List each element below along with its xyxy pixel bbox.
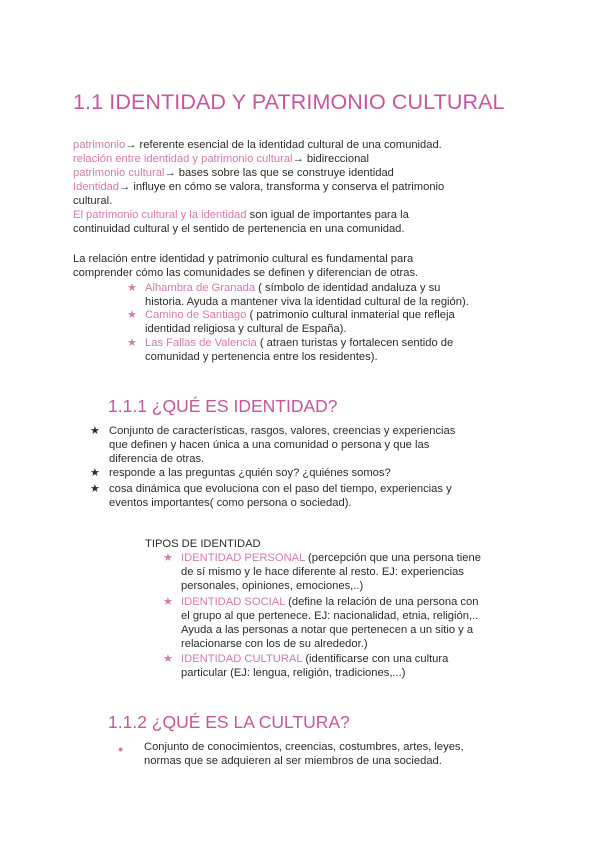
importance-line [73, 208, 523, 222]
definitions-block [73, 138, 523, 236]
type-text: personales, opiniones, emociones,..) [181, 580, 364, 592]
example-text: historia. Ayuda a mantener viva la identidad cultural de la región). [145, 296, 469, 308]
bullet-text: eventos importantes( como persona o sociedad). [109, 497, 352, 509]
type-text: particular (EJ: lengua, religión, tradiciones,...) [181, 667, 406, 679]
bullet-text: Conjunto de conocimientos, creencias, costumbres, artes, leyes, [144, 741, 464, 753]
star-icon: ★ [90, 483, 101, 495]
importance-term: El patrimonio cultural y la identidad [73, 209, 247, 221]
section-heading-culture: 1.1.2 ¿QUÉ ES LA CULTURA? [108, 712, 350, 732]
type-text: (percepción que una persona tiene [304, 552, 481, 564]
type-text: Ayuda a las personas a notar que pertenecen a un sitio y a [181, 624, 474, 636]
definition-term: patrimonio [73, 139, 126, 151]
star-icon: ★ [90, 467, 101, 479]
importance-text: son igual de importantes para la [246, 209, 409, 221]
example-text: identidad religiosa y cultural de España). [145, 323, 347, 335]
definition-text: bases sobre las que se construye identidad [175, 167, 394, 179]
list-item [127, 281, 547, 309]
culture-bullets [118, 740, 538, 770]
bullet-text: cosa dinámica que evoluciona con el paso del tiempo, experiencias y [109, 483, 452, 495]
type-text: de sí mismo y le hace diferente al resto. EJ: experiencias [181, 566, 464, 578]
star-icon: ★ [127, 282, 138, 294]
example-text: ( patrimonio cultural inmaterial que refleja [246, 309, 455, 321]
examples-list [127, 281, 547, 381]
example-text: ( símbolo de identidad andaluza y su [255, 282, 441, 294]
bullet-dot-icon: ● [118, 744, 124, 754]
bullet-text: que definen y hacen única a una comunidad o persona y que las [109, 439, 430, 451]
type-text: el grupo al que pertenece. EJ: nacionalidad, etnia, religión,.. [181, 610, 479, 622]
arrow-icon: → [125, 139, 137, 151]
example-text: comunidad y pertenencia entre los residentes). [145, 351, 378, 363]
definition-text: influye en cómo se valora, transforma y conserva el patrimonio [130, 181, 445, 193]
types-heading: TIPOS DE IDENTIDAD [145, 538, 261, 550]
definition-line [73, 138, 523, 152]
bullet-text: responde a las preguntas ¿quién soy? ¿quiénes somos? [109, 467, 391, 479]
definition-term: patrimonio cultural [73, 167, 165, 179]
identity-bullets [90, 424, 530, 514]
arrow-icon: → [292, 153, 304, 165]
importance-continuation: continuidad cultural y el sentido de pertenencia en una comunidad. [73, 223, 405, 235]
definition-term: Identidad [73, 181, 120, 193]
definition-text: bidireccional [303, 153, 370, 165]
type-term: IDENTIDAD SOCIAL [181, 596, 286, 608]
type-term: IDENTIDAD CULTURAL [181, 653, 303, 665]
relation-paragraph [73, 252, 523, 280]
bullet-text: Conjunto de características, rasgos, valores, creencias y experiencias [109, 425, 456, 437]
list-item [127, 336, 547, 364]
arrow-icon: → [119, 181, 131, 193]
definition-term: relación entre identidad y patrimonio cultural [73, 153, 293, 165]
star-icon: ★ [90, 425, 101, 437]
type-text: (define la relación de una persona con [285, 596, 479, 608]
types-list [163, 551, 543, 691]
star-icon: ★ [127, 337, 138, 349]
star-icon: ★ [163, 596, 174, 608]
definition-line [73, 180, 523, 194]
list-item [127, 308, 547, 336]
bullet-text: diferencia de otras. [109, 453, 205, 465]
section-heading-identity: 1.1.1 ¿QUÉ ES IDENTIDAD? [108, 396, 338, 416]
star-icon: ★ [163, 653, 174, 665]
definition-continuation: cultural. [73, 195, 113, 207]
type-text: relacionarse con los de su alrededor.) [181, 638, 368, 650]
definition-line [73, 166, 523, 180]
definition-line [73, 152, 523, 166]
page-title: 1.1 IDENTIDAD Y PATRIMONIO CULTURAL [73, 90, 505, 114]
bullet-text: normas que se adquieren al ser miembros de una sociedad. [144, 755, 442, 767]
star-icon: ★ [127, 309, 138, 321]
definition-text: referente esencial de la identidad cultural de una comunidad. [136, 139, 442, 151]
example-text: ( atraen turistas y fortalecen sentido de [256, 337, 454, 349]
type-term: IDENTIDAD PERSONAL [181, 552, 305, 564]
star-icon: ★ [163, 552, 174, 564]
example-term: Alhambra de Granada [145, 282, 256, 294]
relation-line: La relación entre identidad y patrimonio cultural es fundamental para [73, 253, 414, 265]
example-term: Las Fallas de Valencia [145, 337, 257, 349]
relation-line: comprender cómo las comunidades se definen y diferencian de otras. [73, 267, 419, 279]
example-term: Camino de Santiago [145, 309, 247, 321]
arrow-icon: → [164, 167, 176, 179]
type-text: (identificarse con una cultura [302, 653, 449, 665]
